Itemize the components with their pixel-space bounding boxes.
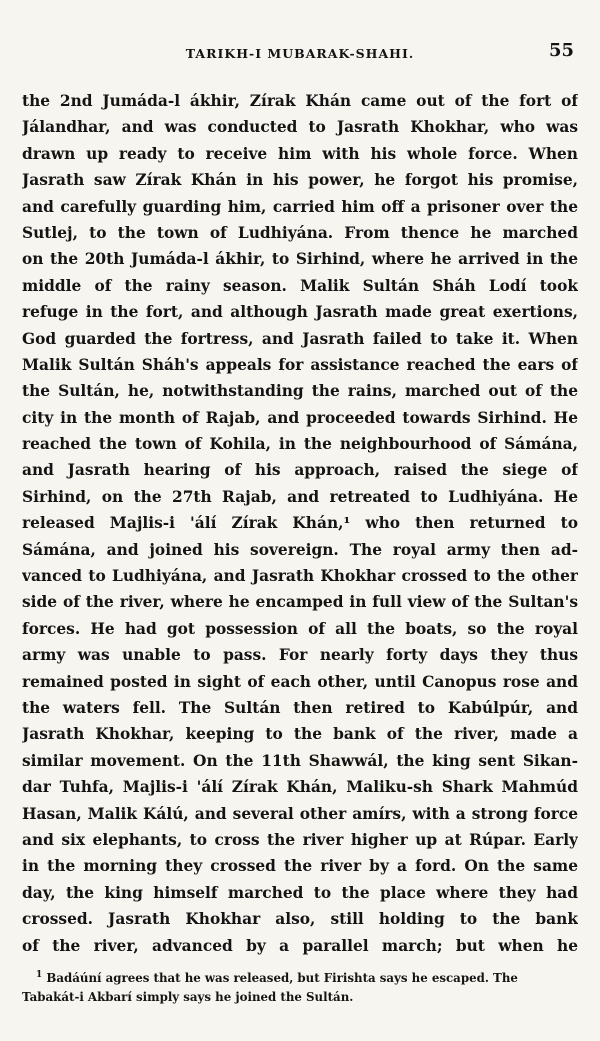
text-line: middle of the rainy season. Malik Sultán Sháh Lodí took xyxy=(22,276,578,295)
text-line: on the 20th Jumáda-l ákhir, to Sirhind, where he arrived in the xyxy=(22,250,578,269)
text-line: the Sultán, he, notwithstanding the rains, marched out of the xyxy=(22,382,578,401)
text-line: the waters fell. The Sultán then retired to Kabúlpúr, and xyxy=(22,698,578,717)
text-line: Jálandhar, and was conducted to Jasrath Khokhar, who was xyxy=(22,118,578,137)
text-line: crossed. Jasrath Khokhar also, still holding to the bank xyxy=(22,910,578,929)
text-line: remained posted in sight of each other, until Canopus rose and xyxy=(22,672,578,691)
body-text xyxy=(22,88,578,959)
text-line: dar Tuhfa, Majlis-i 'álí Zírak Khán, Maliku-sh Shark Mahmúd xyxy=(22,778,578,797)
text-line: Hasan, Malik Kálú, and several other amírs, with a strong force xyxy=(22,804,578,823)
text-line: and carefully guarding him, carried him off a prisoner over the xyxy=(22,197,578,216)
footnote-marker: 1 xyxy=(36,969,43,980)
text-line: released Majlis-i 'álí Zírak Khán,¹ who then returned to xyxy=(22,514,578,533)
text-line: refuge in the fort, and although Jasrath made great exertions, xyxy=(22,303,578,322)
text-line: army was unable to pass. For nearly forty days they thus xyxy=(22,646,578,665)
text-line: drawn up ready to receive him with his whole force. When xyxy=(22,144,578,163)
text-line: Jasrath saw Zírak Khán in his power, he forgot his promise, xyxy=(22,171,578,190)
text-line: in the morning they crossed the river by a ford. On the same xyxy=(22,857,578,876)
text-line: Sirhind, on the 27th Rajab, and retreated to Ludhiyána. He xyxy=(22,487,578,506)
text-line: city in the month of Rajab, and proceeded towards Sirhind. He xyxy=(22,408,578,427)
text-line: similar movement. On the 11th Shawwál, the king sent Sikan- xyxy=(22,751,578,770)
text-line: of the river, advanced by a parallel march; but when he xyxy=(22,936,578,955)
footnote-line: Tabakát-i Akbarí simply says he joined the Sultán. xyxy=(22,989,354,1004)
text-line: vanced to Ludhiyána, and Jasrath Khokhar crossed to the other xyxy=(22,567,578,586)
footnotes xyxy=(22,969,578,1007)
page-header xyxy=(22,40,578,74)
running-title: TARIKH-I MUBARAK-SHAHI. xyxy=(185,46,415,61)
text-line: reached the town of Kohila, in the neighbourhood of Sámána, xyxy=(22,435,578,454)
page-number: 55 xyxy=(548,40,574,61)
text-line: Malik Sultán Sháh's appeals for assistance reached the ears of xyxy=(22,355,578,374)
text-line: the 2nd Jumáda-l ákhir, Zírak Khán came out of the fort of xyxy=(22,92,578,110)
text-line: and six elephants, to cross the river higher up at Rúpar. Early xyxy=(22,830,578,849)
text-line: Sámána, and joined his sovereign. The royal army then ad- xyxy=(22,540,578,559)
footnote-text: Badáúní agrees that he was released, but Firishta says he escaped. The xyxy=(46,970,518,985)
text-line: day, the king himself marched to the place where they had xyxy=(22,883,578,902)
text-line: forces. He had got possession of all the boats, so the royal xyxy=(22,619,578,638)
text-line: and Jasrath hearing of his approach, raised the siege of xyxy=(22,461,578,480)
text-line: Jasrath Khokhar, keeping to the bank of the river, made a xyxy=(22,725,578,744)
text-line: God guarded the fortress, and Jasrath failed to take it. When xyxy=(22,329,578,348)
text-line: Sutlej, to the town of Ludhiyána. From thence he marched xyxy=(22,223,578,242)
footnote-line xyxy=(22,969,578,988)
text-line: side of the river, where he encamped in full view of the Sultan's xyxy=(22,593,578,612)
